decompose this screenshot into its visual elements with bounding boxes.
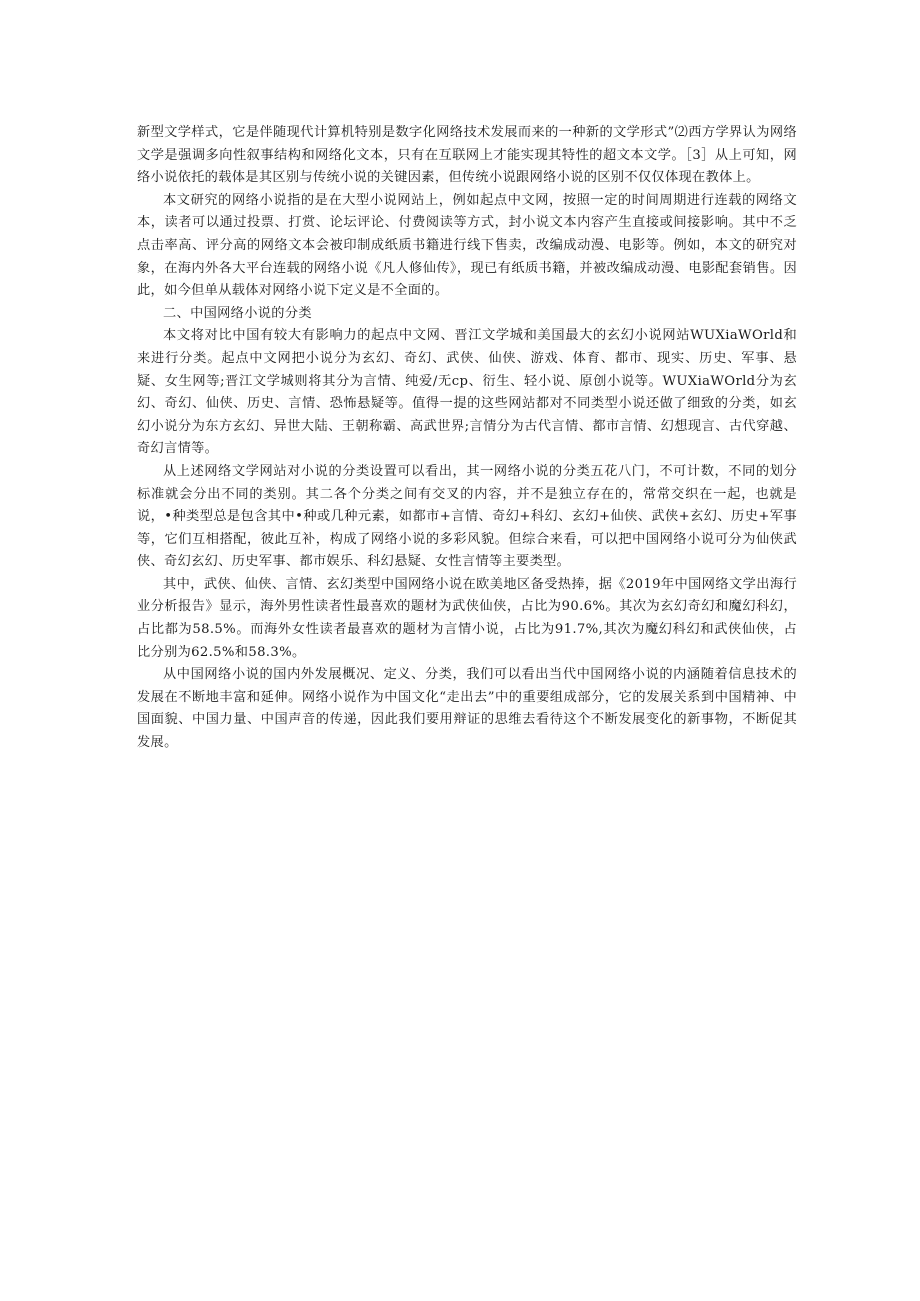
paragraph-classification: 本文将对比中国有较大有影响力的起点中文网、晋江文学城和美国最大的玄幻小说网站WUXiaWOrld和来进行分类。起点中文网把小说分为玄幻、奇幻、武侠、仙侠、游戏、体育、都市、现实、历史、军事、悬疑、女生网等;晋江文学城则将其分为言情、纯爱/无cp、衍生、轻小说、原创小说等。WUXiaWOrld分为玄幻、奇幻、仙侠、历史、言情、恐怖悬疑等。值得一提的这些网站都对不同类型小说还做了细致的分类，如玄幻小说分为东方玄幻、异世大陆、王朝称霸、高武世界;言情分为古代言情、都市言情、幻想现言、古代穿越、奇幻言情等。 <box>137 328 797 457</box>
document-page <box>137 122 797 755</box>
paragraph-statistics: 其中，武侠、仙侠、言情、玄幻类型中国网络小说在欧美地区备受热捧，据《2019年中国网络文学出海行业分析报告》显示，海外男性读者性最喜欢的题材为武侠仙侠，占比为90.6%。其次为玄幻奇幻和魔幻科幻，占比都为58.5%。而海外女性读者最喜欢的题材为言情小说，占比为91.7%,其次为魔幻科幻和武侠仙侠，占比分别为62.5%和58.3%。 <box>137 576 797 660</box>
paragraph-continuation: 新型文学样式，它是伴随现代计算机特别是数字化网络技术发展而来的一种新的文学形式”⑵西方学界认为网络文学是强调多向性叙事结构和网络化文本，只有在互联网上才能实现其特性的超文本文学。［3］从上可知，网络小说依托的载体是其区别与传统小说的关键因素，但传统小说跟网络小说的区别不仅仅体现在教体上。 <box>137 125 797 186</box>
section-heading: 二、中国网络小说的分类 <box>163 305 312 321</box>
paragraph-definition: 本文研究的网络小说指的是在大型小说网站上，例如起点中文网，按照一定的时间周期进行连载的网络文本，读者可以通过投票、打赏、论坛评论、付费阅读等方式，封小说文本内容产生直接或间接影响。其中不乏点击率高、评分高的网络文本会被印制成纸质书籍进行线下售卖，改编成动漫、电影等。例如，本文的研究对象，在海内外各大平台连载的网络小说《凡人修仙传》，现已有纸质书籍，并被改编成动漫、电影配套销售。因此，如今但单从载体对网络小说下定义是不全面的。 <box>137 192 797 299</box>
paragraph-conclusion: 从中国网络小说的国内外发展概况、定义、分类，我们可以看出当代中国网络小说的内涵随着信息技术的发展在不断地丰富和延伸。网络小说作为中国文化“走出去”中的重要组成部分，它的发展关系到中国精神、中国面貌、中国力量、中国声音的传递，因此我们要用辩证的思维去看待这个不断发展变化的新事物，不断促其发展。 <box>137 667 797 751</box>
paragraph-analysis: 从上述网络文学网站对小说的分类设置可以看出，其一网络小说的分类五花八门，不可计数，不同的划分标准就会分出不同的类别。其二各个分类之间有交叉的内容，并不是独立存在的，常常交织在一起，也就是说，•种类型总是包含其中•种或几种元素，如都市+言情、奇幻+科幻、玄幻+仙侠、武侠+玄幻、历史+军事等，它们互相搭配，彼此互补，构成了网络小说的多彩风貌。但综合来看，可以把中国网络小说可分为仙侠武侠、奇幻玄幻、历史军事、都市娱乐、科幻悬疑、女性言情等主要类型。 <box>137 463 797 570</box>
